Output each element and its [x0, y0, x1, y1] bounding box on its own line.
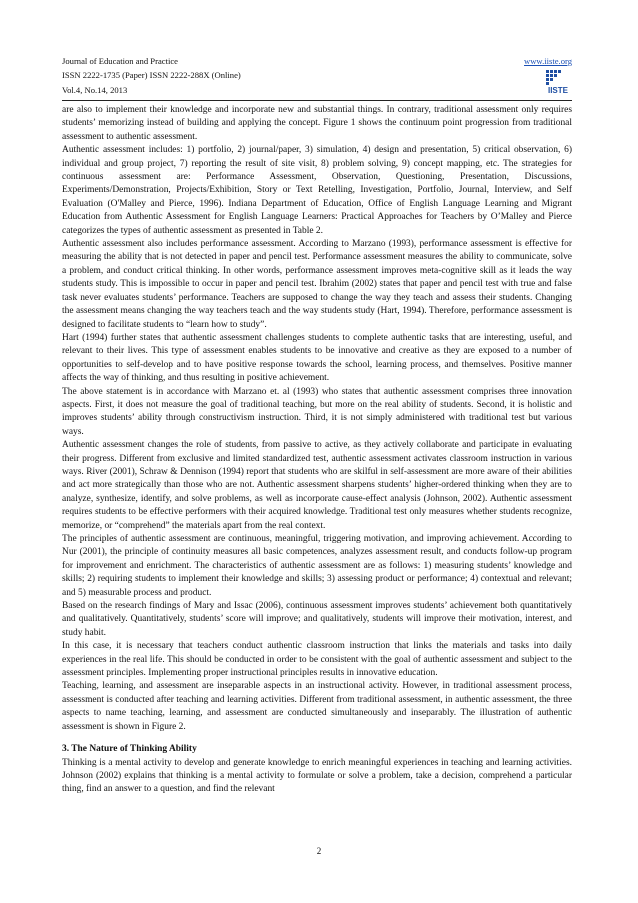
article-body — [62, 104, 572, 797]
paragraph: Authentic assessment changes the role of students, from passive to active, as they actively collaborate and participate in evaluating their progress. Different from exclusive and limited standardized test, authentic assessment activates classroom instruction in various ways. River (2001), Schraw & Dennison (1994) report that students who are skilful in self-assessment are more aware of their abilities and act more strategically than those who are not. Authentic assessment sharpens students’ higher-ordered thinking when they are to analyze, synthesize, identify, and solve problems, as well as incorporate cause-effect analysis (Johnson, 2002). Authentic assessment requires students to be effective performers with their acquired knowledge. Traditional test only measures whether students recognize, memorize, or “comprehend” the materials apart from the real context. — [62, 440, 572, 531]
paragraph: Based on the research findings of Mary and Issac (2006), continuous assessment improves students’ achievement both quantitatively and qualitatively. Quantitatively, students’ score will improve; and qualitatively, students will improve their motivation, interest, and study habit. — [62, 601, 572, 638]
svg-text:IISTE: IISTE — [547, 86, 569, 95]
section-paragraph: Thinking is a mental activity to develop and generate knowledge to enrich meaningful experiences in teaching and learning activities. Johnson (2002) explains that thinking is a mental activity to formulate or solve a problem, take a decision, comprehend a particular thing, find an answer to a question, and find the relevant — [62, 757, 572, 795]
paragraph: Teaching, learning, and assessment are inseparable aspects in an instructional activity. However, in traditional assessment process, assessment is conducted after teaching and learning activities. Different from traditional assessment, in authentic assessment, the three aspects to name teaching, learning, and assessment are conducted simultaneously and inseparably. The illustration of authentic assessment is shown in Figure 2. — [62, 681, 572, 732]
paragraph: The above statement is in accordance with Marzano et. al (1993) who states that authentic assessment comprises three innovation aspects. First, it does not measure the goal of traditional teaching, but more on the real ability of students. Second, it is holistic and improves students’ ability through constructivism instruction. Third, it is not simply administered with traditional test but various ways. — [62, 386, 572, 437]
journal-name: Journal of Education and Practice — [62, 56, 178, 66]
paragraph: Hart (1994) further states that authentic assessment challenges students to complete authentic tasks that are interesting, useful, and relevant to their lives. This type of assessment enables students to be innovative and creative as they are exposed to a number of opportunities to self-develop and to have positive response towards the school, learning process, and themselves. Positive manner affects the way of thinking, and thus resulting in positive achievement. — [62, 332, 572, 384]
paragraph: Authentic assessment also includes performance assessment. According to Marzano (1993), performance assessment is effective for measuring the ability that is not detected in paper and pencil test. Performance assessment measures the ability to communicate, solve a problem, and conduct critical thinking. In other words, performance assessment improves meta-cognitive skill as it leads the way students study. This is impossible to occur in paper and pencil test. Ibrahim (2002) states that paper and pencil test with true and false task never evaluates students’ performance. Teachers are supposed to change the way they teach and assess their students. Changing the assessment means changing the way teachers teach and the way students study (Hart, 1994). Therefore, performance assessment is designed to facilitate students to “learn how to study”. — [62, 239, 572, 330]
page-number: 2 — [316, 846, 322, 856]
header-divider — [62, 100, 572, 101]
journal-url-link[interactable]: www.iiste.org — [524, 56, 572, 66]
paragraph: The principles of authentic assessment are continuous, meaningful, triggering motivation, and improving achievement. According to Nur (2001), the principle of continuity measures all basic competences, analyzes assessment result, and conducts follow-up program for improvement and enrichment. The characteristics of authentic assessment are as follows: 1) measuring students’ knowledge and skills; 2) requiring students to implement their knowledge and skills; 3) assessing product or performance; 4) contextual and relevant; and 5) measurable process and product. — [62, 534, 572, 598]
paragraph: Authentic assessment includes: 1) portfolio, 2) journal/paper, 3) simulation, 4) design and presentation, 5) critical observation, 6) individual and group project, 7) reporting the result of site visit, 8) problem solving, 9) concept mapping, etc. The strategies for continuous assessment are: Performance Assessment, Observation, Questioning, Presentation, Discussions, Experiments/Demonstration, Projects/Exhibition, Story or Text Retelling, Investigation, Portfolio, Journal, Interview, and Self Evaluation (O'Malley and Pierce, 1996). Indiana Department of Education, Office of English Language Learning and Migrant Education from Authentic Assessment for English Language Learners: Practical Approaches for Teachers by O’Malley and Pierce categorizes the types of authentic assessment as presented in Table 2. — [62, 145, 572, 236]
iiste-logo — [544, 68, 572, 96]
paragraph: are also to implement their knowledge and incorporate new and substantial things. In contrary, traditional assessment only requires students’ memorizing instead of building and applying the concept. Figure 1 shows the continuum point progression from traditional assessment to authentic assessment. — [62, 105, 572, 142]
volume-line: Vol.4, No.14, 2013 — [62, 84, 128, 95]
page-header — [62, 54, 572, 100]
paragraph: In this case, it is necessary that teachers conduct authentic classroom instruction that links the materials and tasks into daily experiences in the real life. This should be conducted in order to be consistent with the goal of authentic assessment and subject to the assessment principles. Implementing proper instructional principles results in innovative education. — [62, 641, 572, 679]
section-heading: 3. The Nature of Thinking Ability — [62, 744, 197, 755]
issn-line: ISSN 2222-1735 (Paper) ISSN 2222-288X (Online) — [62, 70, 241, 81]
